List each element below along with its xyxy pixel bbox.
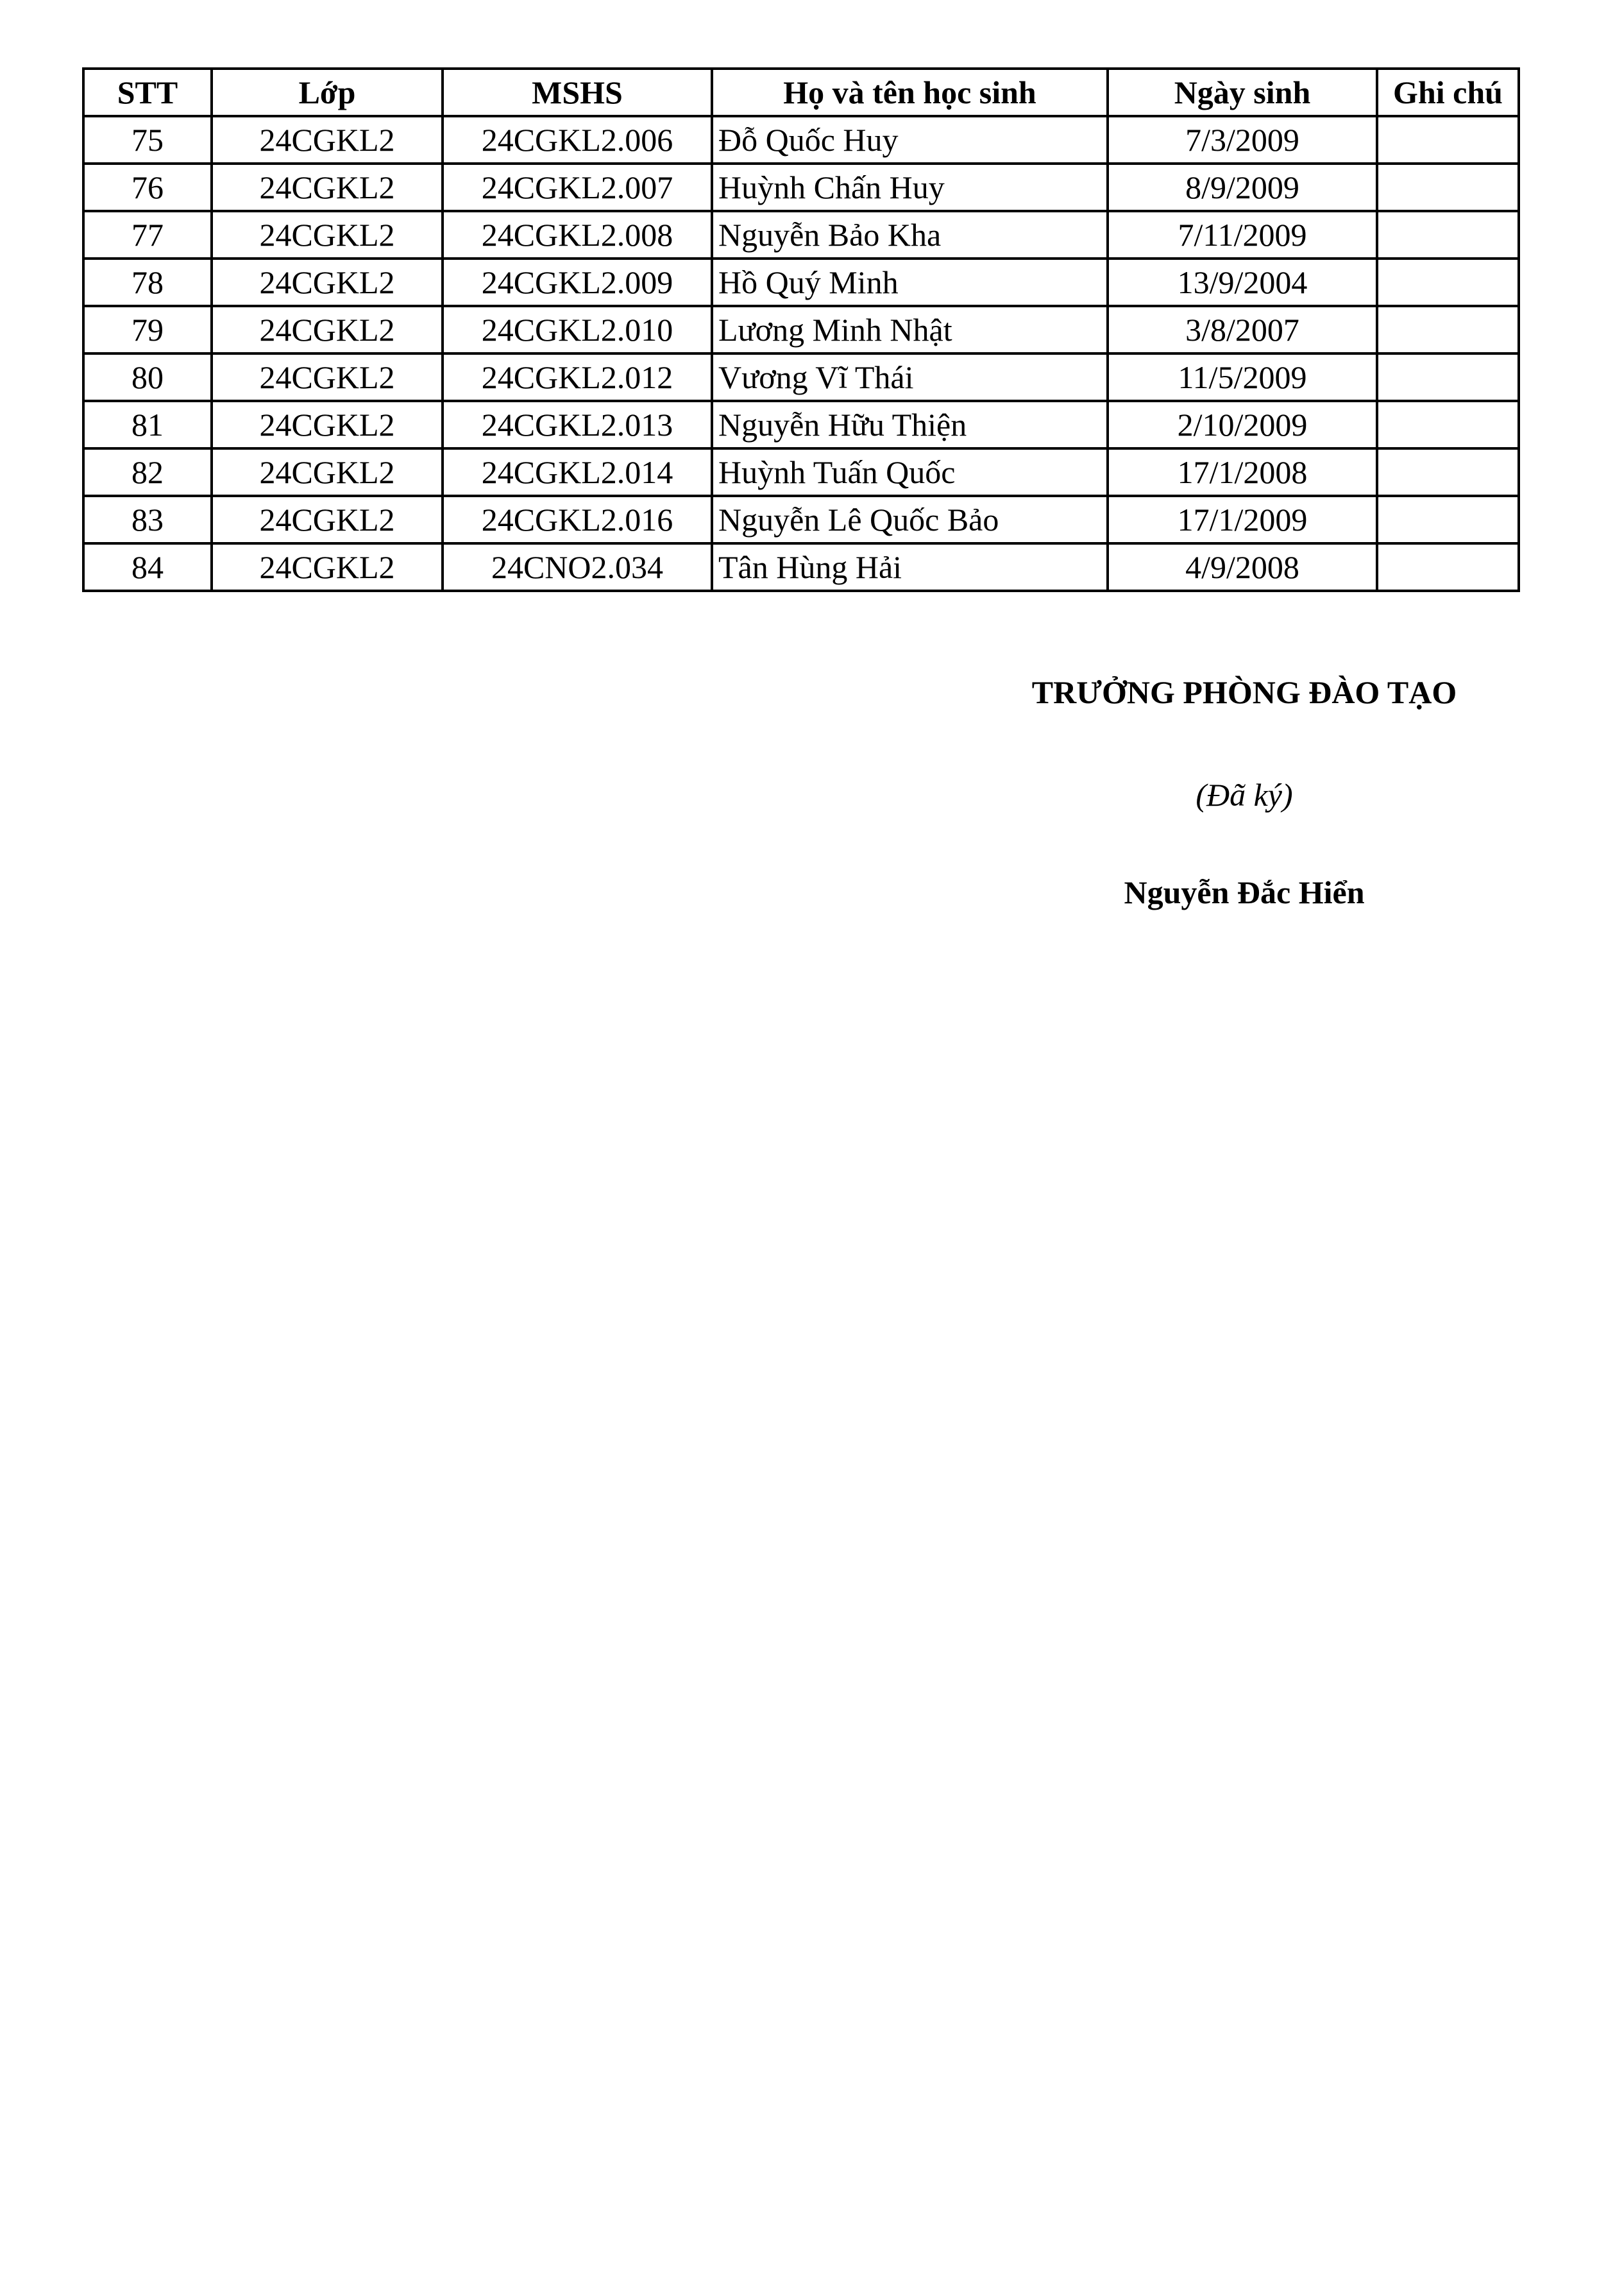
cell-full-name: Vương Vĩ Thái <box>712 353 1108 401</box>
cell-class: 24CGKL2 <box>212 401 443 448</box>
cell-note <box>1377 259 1519 306</box>
cell-student-id: 24CGKL2.006 <box>443 116 712 164</box>
cell-class: 24CGKL2 <box>212 496 443 543</box>
header-student-id: MSHS <box>443 69 712 116</box>
cell-stt: 80 <box>83 353 212 401</box>
cell-class: 24CGKL2 <box>212 164 443 211</box>
cell-stt: 78 <box>83 259 212 306</box>
cell-note <box>1377 116 1519 164</box>
cell-dob: 3/8/2007 <box>1108 306 1377 353</box>
table-row <box>83 164 1519 211</box>
table-row <box>83 448 1519 496</box>
cell-full-name: Huỳnh Chấn Huy <box>712 164 1108 211</box>
table-row <box>83 401 1519 448</box>
cell-student-id: 24CGKL2.007 <box>443 164 712 211</box>
cell-stt: 76 <box>83 164 212 211</box>
cell-stt: 79 <box>83 306 212 353</box>
table-row <box>83 543 1519 591</box>
cell-note <box>1377 211 1519 259</box>
cell-class: 24CGKL2 <box>212 353 443 401</box>
cell-note <box>1377 448 1519 496</box>
cell-stt: 75 <box>83 116 212 164</box>
cell-full-name: Lương Minh Nhật <box>712 306 1108 353</box>
cell-full-name: Tân Hùng Hải <box>712 543 1108 591</box>
cell-full-name: Đỗ Quốc Huy <box>712 116 1108 164</box>
cell-dob: 17/1/2009 <box>1108 496 1377 543</box>
student-list-table <box>82 67 1520 592</box>
header-class: Lớp <box>212 69 443 116</box>
cell-class: 24CGKL2 <box>212 116 443 164</box>
table-header-row <box>83 69 1519 116</box>
cell-class: 24CGKL2 <box>212 543 443 591</box>
table-row <box>83 353 1519 401</box>
cell-dob: 4/9/2008 <box>1108 543 1377 591</box>
table-row <box>83 496 1519 543</box>
cell-dob: 7/11/2009 <box>1108 211 1377 259</box>
cell-dob: 13/9/2004 <box>1108 259 1377 306</box>
cell-class: 24CGKL2 <box>212 211 443 259</box>
cell-full-name: Hồ Quý Minh <box>712 259 1108 306</box>
table-row <box>83 306 1519 353</box>
table-row <box>83 259 1519 306</box>
cell-student-id: 24CGKL2.012 <box>443 353 712 401</box>
cell-full-name: Huỳnh Tuấn Quốc <box>712 448 1108 496</box>
cell-note <box>1377 543 1519 591</box>
signer-name: Nguyễn Đắc Hiển <box>1124 874 1365 910</box>
cell-class: 24CGKL2 <box>212 306 443 353</box>
cell-class: 24CGKL2 <box>212 448 443 496</box>
cell-class: 24CGKL2 <box>212 259 443 306</box>
cell-stt: 82 <box>83 448 212 496</box>
cell-dob: 11/5/2009 <box>1108 353 1377 401</box>
cell-student-id: 24CGKL2.014 <box>443 448 712 496</box>
cell-dob: 17/1/2008 <box>1108 448 1377 496</box>
cell-full-name: Nguyễn Lê Quốc Bảo <box>712 496 1108 543</box>
header-note: Ghi chú <box>1377 69 1519 116</box>
cell-note <box>1377 401 1519 448</box>
cell-student-id: 24CNO2.034 <box>443 543 712 591</box>
cell-student-id: 24CGKL2.010 <box>443 306 712 353</box>
table-row <box>83 211 1519 259</box>
header-dob: Ngày sinh <box>1108 69 1377 116</box>
cell-dob: 7/3/2009 <box>1108 116 1377 164</box>
cell-note <box>1377 353 1519 401</box>
cell-stt: 77 <box>83 211 212 259</box>
cell-stt: 81 <box>83 401 212 448</box>
cell-full-name: Nguyễn Bảo Kha <box>712 211 1108 259</box>
cell-dob: 8/9/2009 <box>1108 164 1377 211</box>
signature-title: TRƯỞNG PHÒNG ĐÀO TẠO <box>1031 674 1457 710</box>
cell-note <box>1377 306 1519 353</box>
cell-dob: 2/10/2009 <box>1108 401 1377 448</box>
signature-status: (Đã ký) <box>1196 777 1293 813</box>
header-full-name: Họ và tên học sinh <box>712 69 1108 116</box>
cell-student-id: 24CGKL2.009 <box>443 259 712 306</box>
cell-stt: 83 <box>83 496 212 543</box>
header-stt: STT <box>83 69 212 116</box>
cell-student-id: 24CGKL2.016 <box>443 496 712 543</box>
cell-note <box>1377 496 1519 543</box>
cell-stt: 84 <box>83 543 212 591</box>
cell-student-id: 24CGKL2.013 <box>443 401 712 448</box>
cell-note <box>1377 164 1519 211</box>
table-row <box>83 116 1519 164</box>
cell-student-id: 24CGKL2.008 <box>443 211 712 259</box>
cell-full-name: Nguyễn Hữu Thiện <box>712 401 1108 448</box>
